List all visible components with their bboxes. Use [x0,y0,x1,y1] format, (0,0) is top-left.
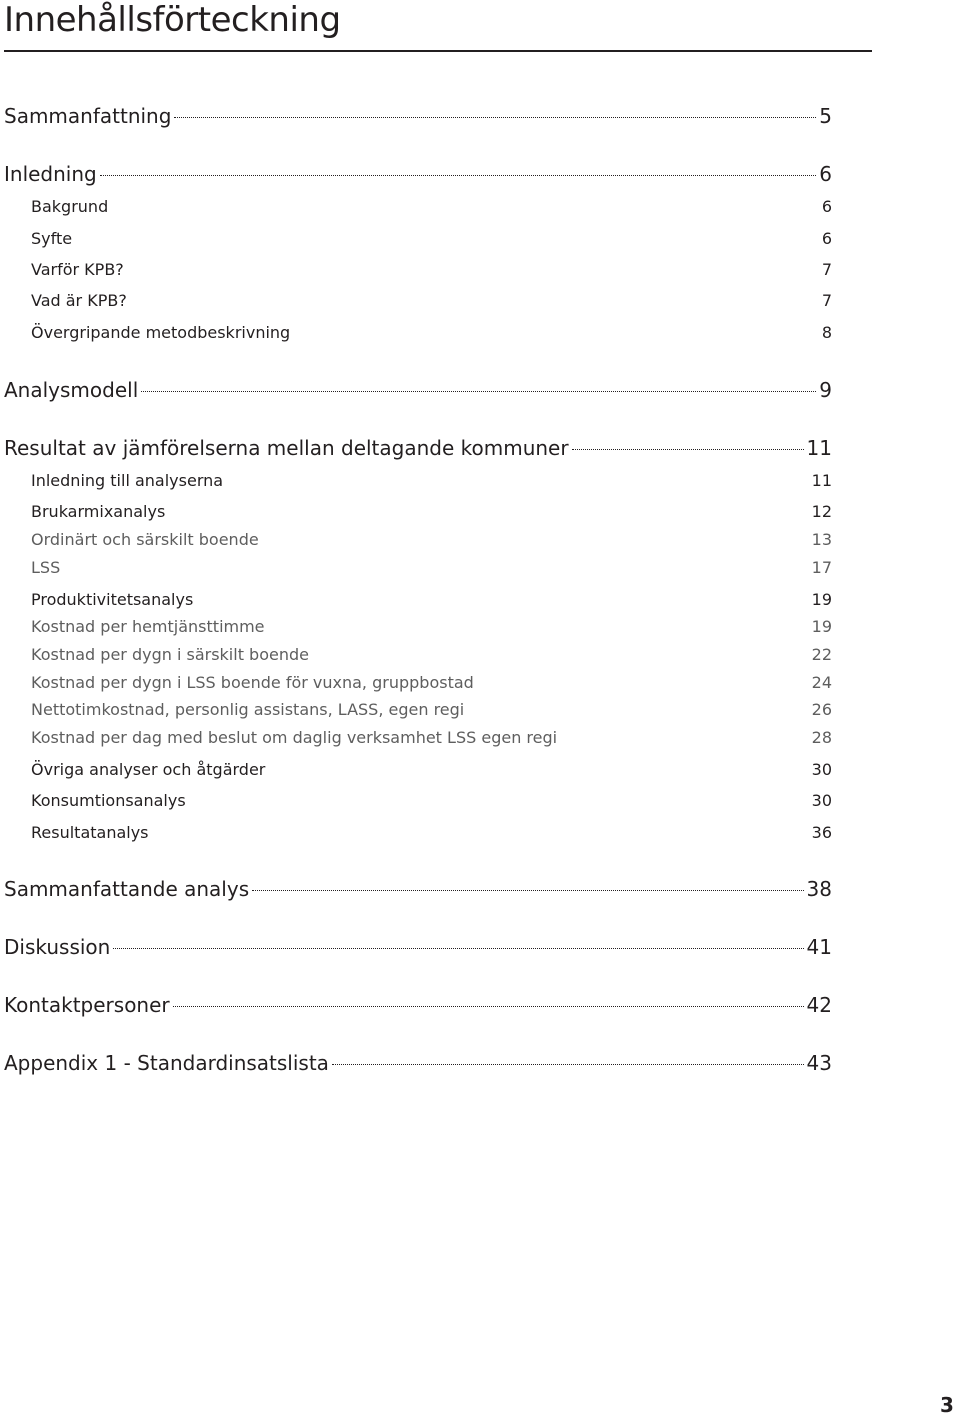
toc-page-number: 19 [811,617,832,636]
toc-entry-diskussion[interactable] [4,932,832,962]
toc-page-number: 6 [819,162,832,186]
toc-page-number: 5 [819,104,832,128]
toc-page-number: 7 [821,260,832,279]
toc-label: Konsumtionsanalys [31,791,186,810]
toc-subsubentry-hemtjansttimme[interactable] [31,614,832,640]
toc-page-number: 8 [821,323,832,342]
toc-entry-analysmodell[interactable] [4,375,832,405]
toc-subentry-varfor-kpb[interactable] [31,257,832,283]
toc-page-number: 9 [819,378,832,402]
toc-page-number: 6 [821,229,832,248]
dot-leader [100,175,817,176]
toc-entry-sammanfattning[interactable] [4,101,832,131]
toc-label: LSS [31,558,61,577]
dot-leader [252,890,803,891]
toc-label: Övriga analyser och åtgärder [31,760,266,779]
toc-page-number: 17 [811,558,832,577]
toc-label: Kostnad per dygn i särskilt boende [31,645,309,664]
toc-entry-resultat[interactable] [4,433,832,463]
toc-subentry-metodbeskrivning[interactable] [31,320,832,346]
toc-page-number: 41 [806,935,832,959]
dot-leader [332,1064,804,1065]
toc-subsubentry-ordinart-sarskilt-boende[interactable] [31,527,832,553]
toc-page-number: 6 [821,197,832,216]
toc-page-number: 28 [811,728,832,747]
toc-label: Sammanfattning [4,104,172,128]
toc-label: Nettotimkostnad, personlig assistans, LASS, egen regi [31,700,465,719]
toc-page-number: 19 [811,590,832,609]
toc-page-number: 30 [811,760,832,779]
toc-label: Sammanfattande analys [4,877,250,901]
toc-label: Kostnad per dygn i LSS boende för vuxna, gruppbostad [31,673,474,692]
toc-label: Syfte [31,229,73,248]
toc-label: Kostnad per dag med beslut om daglig verksamhet LSS egen regi [31,728,558,747]
toc-label: Produktivitetsanalys [31,590,194,609]
toc-subentry-syfte[interactable] [31,226,832,252]
toc-page-number: 13 [811,530,832,549]
toc-subentry-ovriga-analyser[interactable] [31,757,832,783]
toc-page-number: 7 [821,291,832,310]
toc-page-number: 11 [811,471,832,490]
toc-label: Analysmodell [4,378,139,402]
page-title: Innehållsförteckning [4,0,341,40]
dot-leader [113,948,803,949]
toc-label: Appendix 1 - Standardinsatslista [4,1051,329,1075]
page-number: 3 [940,1393,954,1417]
toc-page-number: 30 [811,791,832,810]
toc-subsubentry-nettotimkostnad[interactable] [31,697,832,723]
toc-page-number: 43 [806,1051,832,1075]
toc-page-number: 22 [811,645,832,664]
dot-leader [174,117,816,118]
toc-entry-sammanfattande-analys[interactable] [4,874,832,904]
toc-page-number: 42 [806,993,832,1017]
toc-subentry-bakgrund[interactable] [31,194,832,220]
toc-page-number: 26 [811,700,832,719]
toc-subentry-konsumtionsanalys[interactable] [31,788,832,814]
toc-label: Inledning till analyserna [31,471,224,490]
toc-subentry-resultatanalys[interactable] [31,820,832,846]
toc-label: Kostnad per hemtjänsttimme [31,617,265,636]
toc-subentry-inledning-till-analyserna[interactable] [31,468,832,494]
toc-label: Varför KPB? [31,260,124,279]
toc-label: Bakgrund [31,197,109,216]
title-rule [4,50,872,52]
toc-page-number: 36 [811,823,832,842]
toc-label: Inledning [4,162,97,186]
toc-label: Diskussion [4,935,111,959]
dot-leader [141,391,816,392]
toc-subentry-vad-ar-kpb[interactable] [31,288,832,314]
toc-subentry-produktivitetsanalys[interactable] [31,587,832,613]
toc-label: Resultatanalys [31,823,149,842]
toc-label: Kontaktpersoner [4,993,170,1017]
dot-leader [173,1006,804,1007]
toc-subsubentry-dygn-lss-boende[interactable] [31,670,832,696]
toc-page-number: 24 [811,673,832,692]
toc-label: Vad är KPB? [31,291,127,310]
dot-leader [572,449,804,450]
toc-label: Brukarmixanalys [31,502,166,521]
toc-subsubentry-lss[interactable] [31,555,832,581]
toc-entry-kontaktpersoner[interactable] [4,990,832,1020]
toc-subsubentry-dygn-sarskilt-boende[interactable] [31,642,832,668]
toc-label: Övergripande metodbeskrivning [31,323,291,342]
toc-label: Resultat av jämförelserna mellan deltagande kommuner [4,436,569,460]
toc-page-number: 38 [806,877,832,901]
toc-entry-inledning[interactable] [4,159,832,189]
toc-entry-appendix[interactable] [4,1048,832,1078]
toc-label: Ordinärt och särskilt boende [31,530,259,549]
toc-page-number: 11 [806,436,832,460]
toc-subsubentry-daglig-verksamhet[interactable] [31,725,832,751]
toc-subentry-brukarmixanalys[interactable] [31,499,832,525]
toc-page-number: 12 [811,502,832,521]
